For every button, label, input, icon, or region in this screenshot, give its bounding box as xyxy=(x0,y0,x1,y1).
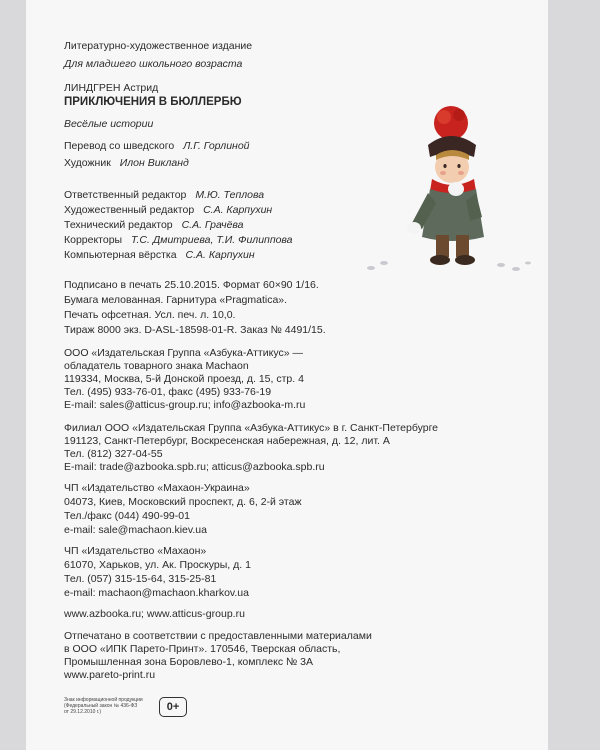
kharkov-email: e-mail: machaon@machaon.kharkov.ua xyxy=(64,587,249,599)
credit-role: Технический редактор xyxy=(64,219,173,231)
ukraine-line: 04073, Киев, Московский проспект, д. 6, 2-й этаж xyxy=(64,496,302,508)
credit-role: Художественный редактор xyxy=(64,204,195,216)
ukraine-line: Тел./факс (044) 490-99-01 xyxy=(64,510,190,522)
boot-left xyxy=(430,255,450,265)
printer-website: www.pareto-print.ru xyxy=(64,669,156,681)
credit-row xyxy=(64,189,264,202)
print-info-line: Подписано в печать 25.10.2015. Формат 60×90 1/16. xyxy=(64,279,319,291)
audience: Для младшего школьного возраста xyxy=(64,58,243,70)
translation-label: Перевод со шведского xyxy=(64,140,175,152)
translator: Л.Г. Горлиной xyxy=(183,140,250,152)
child-in-snow-illustration xyxy=(366,105,536,280)
sign-text: от 29.12.2010 г.) xyxy=(64,709,102,715)
illustrator-line xyxy=(64,157,189,170)
footprints xyxy=(367,261,531,271)
mitten-right xyxy=(448,182,464,196)
credit-name: Т.С. Дмитриева, Т.И. Филиппова xyxy=(131,234,293,246)
sign-text: Знак информационной продукции xyxy=(64,697,143,703)
branch-line: Филиал ООО «Издательская Группа «Азбука-Аттикус» в г. Санкт-Петербурге xyxy=(64,422,439,434)
credit-name: С.А. Карпухин xyxy=(203,204,273,216)
credit-name: С.А. Грачёва xyxy=(181,219,244,231)
print-info-line: Печать офсетная. Усл. печ. л. 10,0. xyxy=(64,309,236,321)
credit-row xyxy=(64,204,272,217)
credit-role: Компьютерная вёрстка xyxy=(64,249,177,261)
credit-row xyxy=(64,249,255,262)
illustrator-label: Художник xyxy=(64,157,111,169)
translation-line xyxy=(64,140,250,153)
kharkov-line: Тел. (057) 315-15-64, 315-25-81 xyxy=(64,573,217,585)
ukraine-line: ЧП «Издательство «Махаон-Украина» xyxy=(64,482,250,494)
credit-row xyxy=(64,219,244,232)
subtitle: Весёлые истории xyxy=(64,118,154,130)
imprint-page xyxy=(26,0,548,750)
print-info-line: Тираж 8000 экз. D-ASL-18598-01-R. Заказ № 4491/15. xyxy=(64,324,326,336)
publisher-line: Тел. (495) 933-76-01, факс (495) 933-76-19 xyxy=(64,386,272,398)
illustrator: Илон Викланд xyxy=(119,157,189,169)
sign-text: (Федеральный закон № 436-ФЗ xyxy=(64,703,138,709)
kharkov-line: ЧП «Издательство «Махаон» xyxy=(64,545,207,557)
websites: www.azbooka.ru; www.atticus-group.ru xyxy=(64,608,245,620)
author: ЛИНДГРЕН Астрид xyxy=(64,82,159,94)
printer-line: в ООО «ИПК Парето-Принт». 170546, Тверская область, xyxy=(64,643,341,655)
branch-email: E-mail: trade@azbooka.spb.ru; atticus@azbooka.spb.ru xyxy=(64,461,325,473)
leg-right xyxy=(456,235,469,257)
credit-name: М.Ю. Теплова xyxy=(195,189,265,201)
publisher-line: обладатель товарного знака Machaon xyxy=(64,360,249,372)
publisher-line: 119334, Москва, 5-й Донской проезд, д. 15, стр. 4 xyxy=(64,373,304,385)
credit-role: Ответственный редактор xyxy=(64,189,187,201)
branch-line: 191123, Санкт-Петербург, Воскресенская набережная, д. 12, лит. А xyxy=(64,435,390,447)
edition-type: Литературно-художественное издание xyxy=(64,40,253,52)
print-info-line: Бумага мелованная. Гарнитура «Pragmatica». xyxy=(64,294,288,306)
kharkov-line: 61070, Харьков, ул. Ак. Проскуры, д. 1 xyxy=(64,559,251,571)
mitten-left xyxy=(407,222,421,234)
branch-line: Тел. (812) 327-04-55 xyxy=(64,448,163,460)
credit-role: Корректоры xyxy=(64,234,123,246)
printer-line: Отпечатано в соответствии с предоставленными материалами xyxy=(64,630,372,642)
publisher-email: E-mail: sales@atticus-group.ru; info@azbooka-m.ru xyxy=(64,399,306,411)
book-title: ПРИКЛЮЧЕНИЯ В БЮЛЛЕРБЮ xyxy=(64,96,242,108)
credit-name: С.А. Карпухин xyxy=(185,249,255,261)
age-rating-badge: 0+ xyxy=(159,697,187,717)
publisher-line: ООО «Издательская Группа «Азбука-Аттикус» — xyxy=(64,347,303,359)
printer-line: Промышленная зона Боровлево-1, комплекс № 3А xyxy=(64,656,314,668)
ukraine-email: e-mail: sale@machaon.kiev.ua xyxy=(64,524,207,536)
boot-right xyxy=(455,255,475,265)
credit-row xyxy=(64,234,293,247)
leg-left xyxy=(436,235,449,257)
